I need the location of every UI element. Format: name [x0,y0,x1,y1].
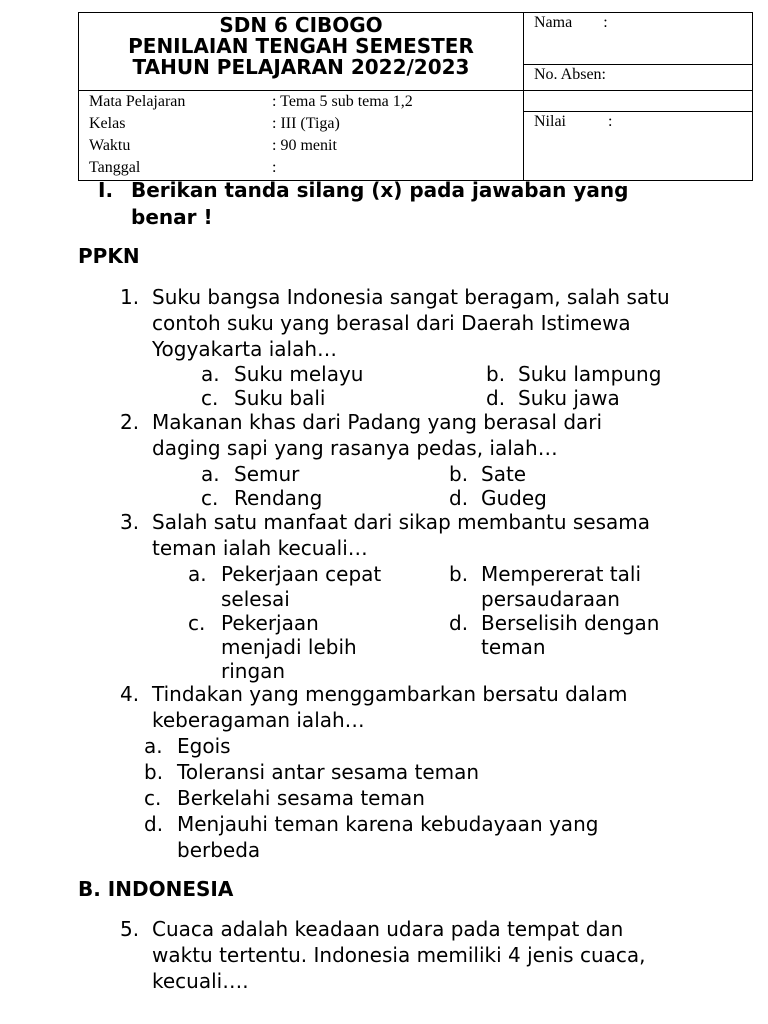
question-text: Cuaca adalah keadaan udara pada tempat dan [152,917,624,941]
option-text[interactable]: Rendang [234,486,323,510]
info-key: Waktu [89,137,131,154]
option-letter[interactable]: b. [449,462,469,486]
question-text: kecuali…. [152,969,249,993]
option-text[interactable]: Suku bali [234,386,326,410]
option-text[interactable]: Suku jawa [518,386,620,410]
option-text[interactable]: Semur [234,462,300,486]
option-letter[interactable]: d. [486,386,506,410]
option-letter[interactable]: d. [144,812,164,836]
instruction-line: Berikan tanda silang (x) pada jawaban yang [131,178,629,202]
option-text[interactable]: berbeda [177,838,261,862]
option-text[interactable]: Pekerjaan cepat [221,562,382,586]
question-number: 4. [120,682,140,706]
option-text[interactable]: Toleransi antar sesama teman [177,760,480,784]
question-number: 3. [120,510,140,534]
info-value: : 90 menit [272,137,337,154]
option-letter[interactable]: a. [201,462,220,486]
question-number: 2. [120,410,140,434]
instruction-number: I. [98,178,114,202]
option-text[interactable]: selesai [221,587,290,611]
school-year: TAHUN PELAJARAN 2022/2023 [132,55,470,79]
info-value: : Tema 5 sub tema 1,2 [272,93,413,110]
option-text[interactable]: persaudaraan [481,587,620,611]
nama-field [524,13,753,65]
nama-colon: : [603,14,608,31]
exam-title-block [79,13,524,91]
absen-label: No. Absen: [534,65,606,83]
info-key: Mata Pelajaran [89,93,186,110]
option-text[interactable]: Mempererat tali [481,562,642,586]
option-letter[interactable]: c. [144,786,162,810]
nilai-colon: : [608,113,613,130]
info-key: Kelas [89,115,126,132]
info-row-class [89,113,523,135]
option-text[interactable]: Sate [481,462,527,486]
nilai-label: Nilai [534,113,566,130]
info-row-time [89,135,523,157]
option-text[interactable]: Suku melayu [234,362,364,386]
question-text: keberagaman ialah… [152,708,365,732]
question-text: waktu tertentu. Indonesia memiliki 4 jenis cuaca, [152,943,646,967]
question-text: Tindakan yang menggambarkan bersatu dalam [152,682,628,706]
option-text[interactable]: ringan [221,659,286,683]
option-letter[interactable]: d. [449,611,469,635]
option-text[interactable]: Egois [177,734,231,758]
question-number: 1. [120,285,140,309]
question-text: teman ialah kecuali… [152,536,368,560]
option-text[interactable]: Menjauhi teman karena kebudayaan yang [177,812,599,836]
option-letter[interactable]: b. [449,562,469,586]
exam-info-block [79,91,524,181]
question-number: 5. [120,917,140,941]
option-letter[interactable]: a. [188,562,207,586]
option-letter[interactable]: c. [201,386,219,410]
option-letter[interactable]: b. [144,760,164,784]
option-letter[interactable]: d. [449,486,469,510]
option-text[interactable]: Berselisih dengan [481,611,660,635]
info-key: Tanggal [89,159,141,176]
option-letter[interactable]: c. [188,611,206,635]
option-letter[interactable]: b. [486,362,506,386]
school-name: SDN 6 CIBOGO [219,13,383,37]
question-text: Salah satu manfaat dari sikap membantu sesama [152,510,651,534]
option-letter[interactable]: a. [201,362,220,386]
header-table [78,12,753,181]
section-heading-ppkn: PPKN [78,244,140,268]
option-text[interactable]: Gudeg [481,486,547,510]
option-text[interactable]: menjadi lebih [221,635,357,659]
question-text: Suku bangsa Indonesia sangat beragam, salah satu [152,285,670,309]
section-heading-indonesia: B. INDONESIA [78,877,234,901]
question-text: daging sapi yang rasanya pedas, ialah… [152,436,558,460]
question-text: Yogyakarta ialah… [152,337,338,361]
question-text: Makanan khas dari Padang yang berasal dari [152,410,603,434]
info-value: : [272,159,277,176]
info-row-date [89,157,523,179]
option-text[interactable]: Suku lampung [518,362,662,386]
option-text[interactable]: teman [481,635,546,659]
info-value: : III (Tiga) [272,115,340,132]
nama-label: Nama [534,14,573,31]
option-letter[interactable]: a. [144,734,163,758]
instruction-line: benar ! [131,205,213,229]
nilai-field [524,112,753,181]
question-text: contoh suku yang berasal dari Daerah Istimewa [152,311,631,335]
info-row-subject [89,91,523,113]
option-letter[interactable]: c. [201,486,219,510]
option-text[interactable]: Pekerjaan [221,611,319,635]
exam-name: PENILAIAN TENGAH SEMESTER [128,34,474,58]
option-text[interactable]: Berkelahi sesama teman [177,786,425,810]
absen-field [524,64,753,90]
blank-cell [524,91,753,112]
